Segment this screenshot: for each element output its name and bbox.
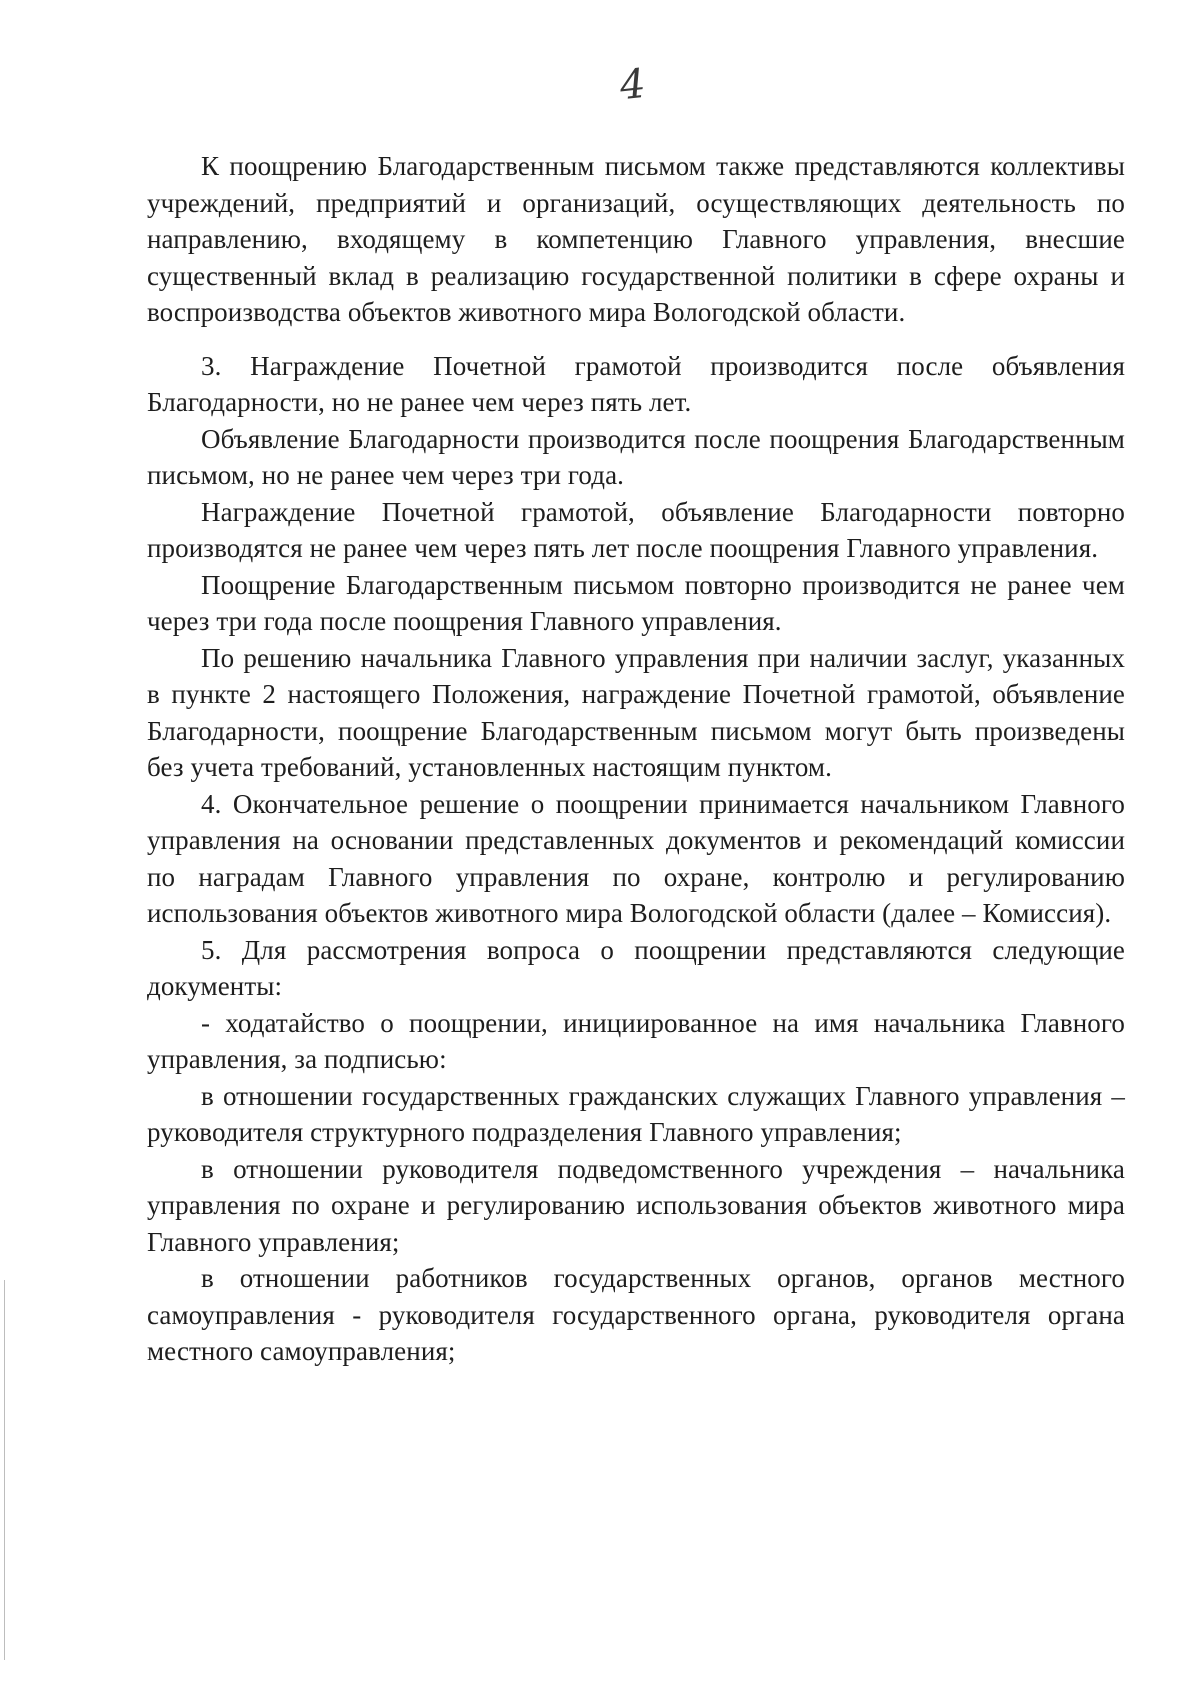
- paragraph-collective-awards: К поощрению Благодарственным письмом также представляются коллективы учреждений, предприятий и организаций, осуществляющих деятельность по направлению, входящему в компетенцию Главного управления, внесшие существенный вклад в реализацию государственной политики в сфере охраны и воспроизводства объектов животного мира Вологодской области.: [147, 151, 1125, 327]
- paragraph-subordinate-head: в отношении руководителя подведомственного учреждения – начальника управления по охране и регулированию использования объектов животного мира Главного управления;: [147, 1153, 1125, 1257]
- paragraph-government-employees: в отношении работников государственных органов, органов местного самоуправления - руководителя государственного органа, руководителя органа местного самоуправления;: [147, 1263, 1125, 1366]
- document-body: [147, 148, 1125, 1370]
- paragraph-petition: - ходатайство о поощрении, инициированное на имя начальника Главного управления, за подписью:: [147, 1007, 1125, 1074]
- scan-edge-line: [4, 1280, 5, 1660]
- paragraph-item-5: 5. Для рассмотрения вопроса о поощрении представляются следующие документы:: [147, 934, 1125, 1001]
- paragraph-gratitude-timing: Объявление Благодарности производится после поощрения Благодарственным письмом, но не ранее чем через три года.: [147, 423, 1125, 490]
- page-number: 4: [617, 60, 648, 110]
- paragraph-item-3: 3. Награждение Почетной грамотой производится после объявления Благодарности, но не ранее чем через пять лет.: [147, 350, 1125, 417]
- paragraph-gap: [147, 331, 1125, 348]
- paragraph-head-decision: По решению начальника Главного управления при наличии заслуг, указанных в пункте 2 настоящего Положения, награждение Почетной грамотой, объявление Благодарности, поощрение Благодарственным письмом могут быть произведены без учета требований, установленных настоящим пунктом.: [147, 642, 1125, 782]
- paragraph-repeat-letter: Поощрение Благодарственным письмом повторно производится не ранее чем через три года после поощрения Главного управления.: [147, 569, 1125, 636]
- paragraph-repeat-awards: Награждение Почетной грамотой, объявление Благодарности повторно производятся не ранее чем через пять лет после поощрения Главного управления.: [147, 496, 1125, 563]
- paragraph-item-4: 4. Окончательное решение о поощрении принимается начальником Главного управления на основании представленных документов и рекомендаций комиссии по наградам Главного управления по охране, контролю и регулированию использования объектов животного мира Вологодской области (далее – Комиссия).: [147, 788, 1125, 928]
- paragraph-civil-servants: в отношении государственных гражданских служащих Главного управления – руководителя структурного подразделения Главного управления;: [147, 1080, 1125, 1147]
